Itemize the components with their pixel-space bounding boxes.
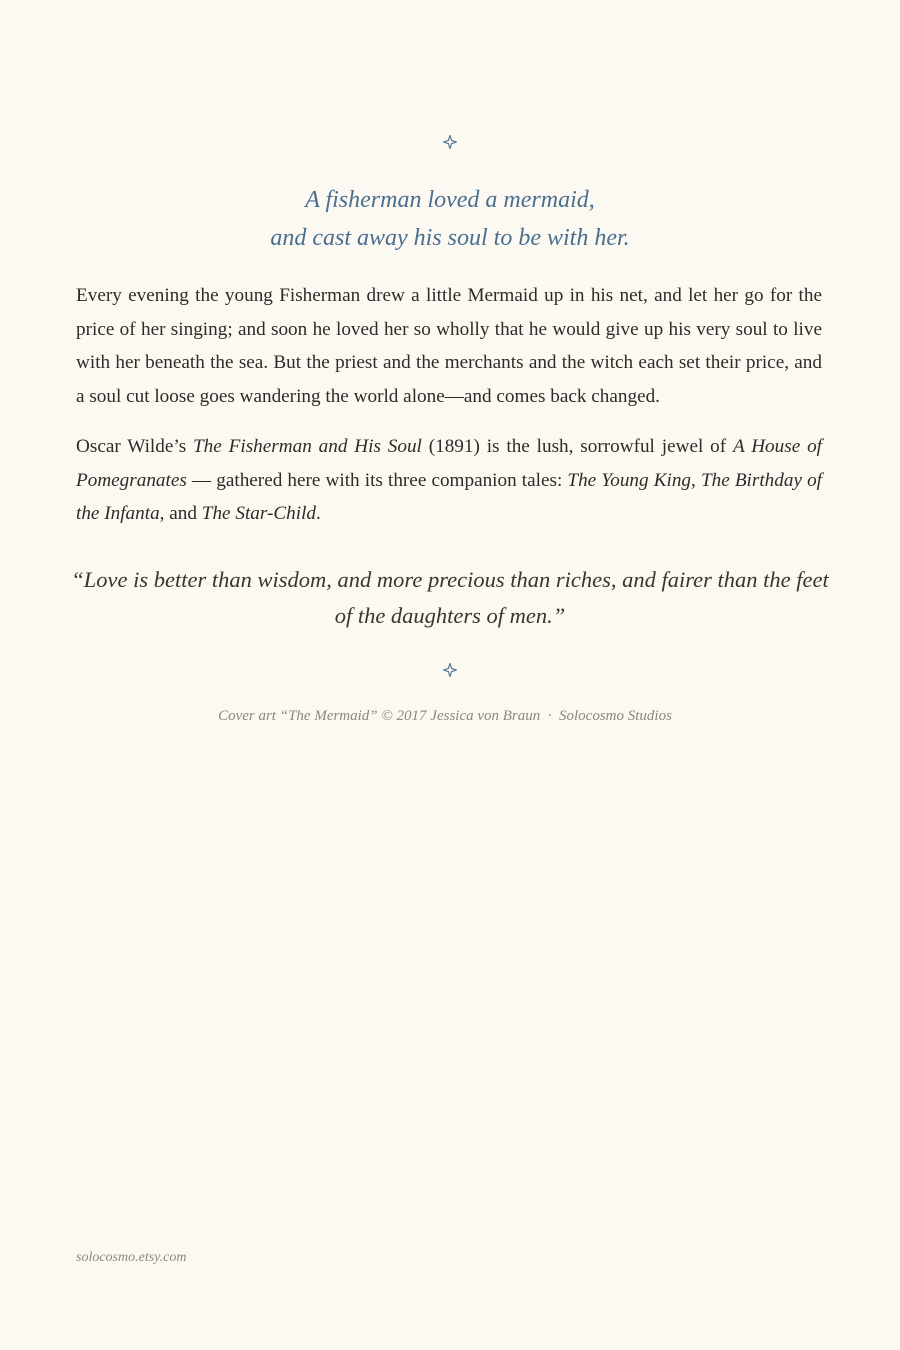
quote-line-1: “Love is better than wisdom, and more precious than riches, and fairer than the feet <box>71 567 829 592</box>
quote-line-2: of the daughters of men.” <box>334 603 566 628</box>
tale-title-3: The Star-Child <box>201 503 316 524</box>
context-text: — gathered here with its three companion tales: <box>186 469 568 491</box>
tale-title-2: The Birthday of the Infanta <box>76 469 823 524</box>
top-ornament <box>0 135 900 152</box>
cover-art-credit: Cover art “The Mermaid” © 2017 Jessica von Braun · Solocosmo Studios <box>218 708 672 724</box>
author-text: Oscar Wilde’s <box>76 436 194 457</box>
tagline-line-1: A fisherman loved a mermaid, <box>305 187 595 213</box>
tagline <box>0 181 900 257</box>
context-text: (1891) is the lush, sorrowful jewel of <box>421 436 733 457</box>
separator-text: , and <box>159 503 202 524</box>
tagline-line-2: and cast away his soul to be with her. <box>270 225 630 251</box>
diamond-star-icon <box>443 135 457 149</box>
context-paragraph <box>76 430 822 531</box>
pull-quote <box>60 562 840 634</box>
diamond-star-icon <box>443 663 457 677</box>
separator-text: , <box>691 469 701 491</box>
collection-title: A House of Pomegranates <box>76 436 823 491</box>
shop-url-link[interactable]: solocosmo.etsy.com <box>76 1250 187 1265</box>
story-title: The Fisherman and His Soul <box>193 436 422 457</box>
bottom-ornament <box>0 663 900 680</box>
synopsis-paragraph: Every evening the young Fisherman drew a little Mermaid up in his net, and let her go for the price of her singing; and soon he loved her so wholly that he would give up his very soul to live with her beneath the sea. But the priest and the merchants and the witch each set their price, and a soul cut loose goes wandering the world alone—and comes back changed. <box>76 285 822 407</box>
tale-title-1: The Young King <box>567 469 692 491</box>
period-text: . <box>316 503 321 524</box>
